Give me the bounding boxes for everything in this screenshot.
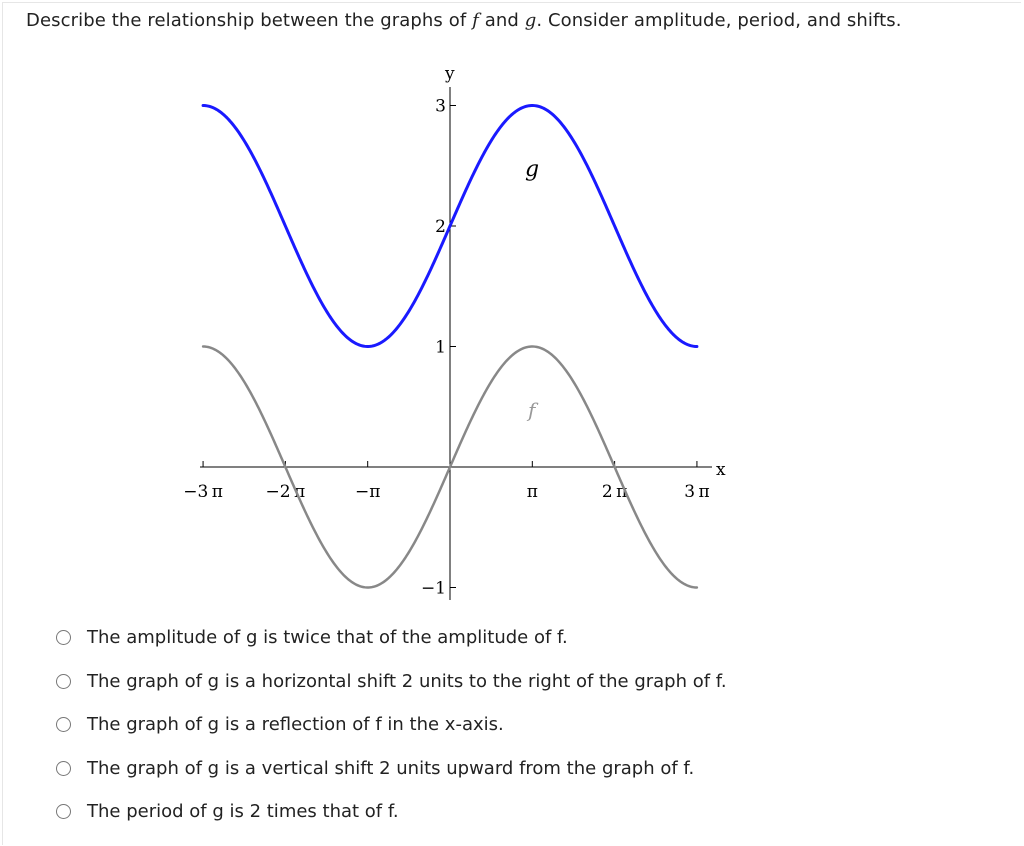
x-tick-label: −3 π (183, 482, 223, 502)
choice-label: The amplitude of g is twice that of the amplitude of f. (87, 627, 568, 649)
choice-2[interactable] (56, 660, 727, 704)
y-axis-label: y (445, 64, 455, 84)
series-label-f: f (528, 398, 536, 422)
x-tick-label: −π (354, 482, 381, 502)
y-tick-label: −1 (420, 578, 446, 599)
series-label-g: g (525, 157, 540, 182)
choice-3[interactable] (56, 703, 727, 747)
question-part-1: Describe the relationship between the graphs of (26, 10, 473, 31)
radio-button[interactable] (56, 804, 71, 819)
choice-label: The graph of g is a vertical shift 2 units upward from the graph of f. (87, 757, 695, 779)
x-tick-label: 2 π (601, 482, 628, 502)
choice-label: The graph of g is a reflection of f in the x-axis. (87, 714, 504, 736)
x-axis-label: x (716, 460, 726, 480)
radio-button[interactable] (56, 630, 71, 645)
x-tick-label: π (526, 482, 538, 502)
radio-button[interactable] (56, 761, 71, 776)
x-tick-label: −2 π (265, 482, 306, 502)
radio-button[interactable] (56, 674, 71, 689)
radio-button[interactable] (56, 717, 71, 732)
y-tick-label: 3 (435, 96, 446, 117)
question-part-2: and (478, 10, 525, 31)
question-part-3: . Consider amplitude, period, and shifts. (536, 10, 902, 31)
choice-4[interactable] (56, 747, 727, 791)
question-g: g (524, 10, 537, 31)
choice-label: The period of g is 2 times that of f. (87, 801, 399, 823)
answer-choices (56, 616, 727, 834)
choice-label: The graph of g is a horizontal shift 2 units to the right of the graph of f. (87, 670, 727, 692)
y-tick-label: 2 (435, 217, 446, 237)
y-tick-label: 1 (435, 337, 446, 358)
choice-1[interactable] (56, 616, 727, 660)
x-tick-label: 3 π (684, 482, 710, 502)
choice-5[interactable] (56, 790, 727, 834)
question-f: f (472, 10, 479, 31)
